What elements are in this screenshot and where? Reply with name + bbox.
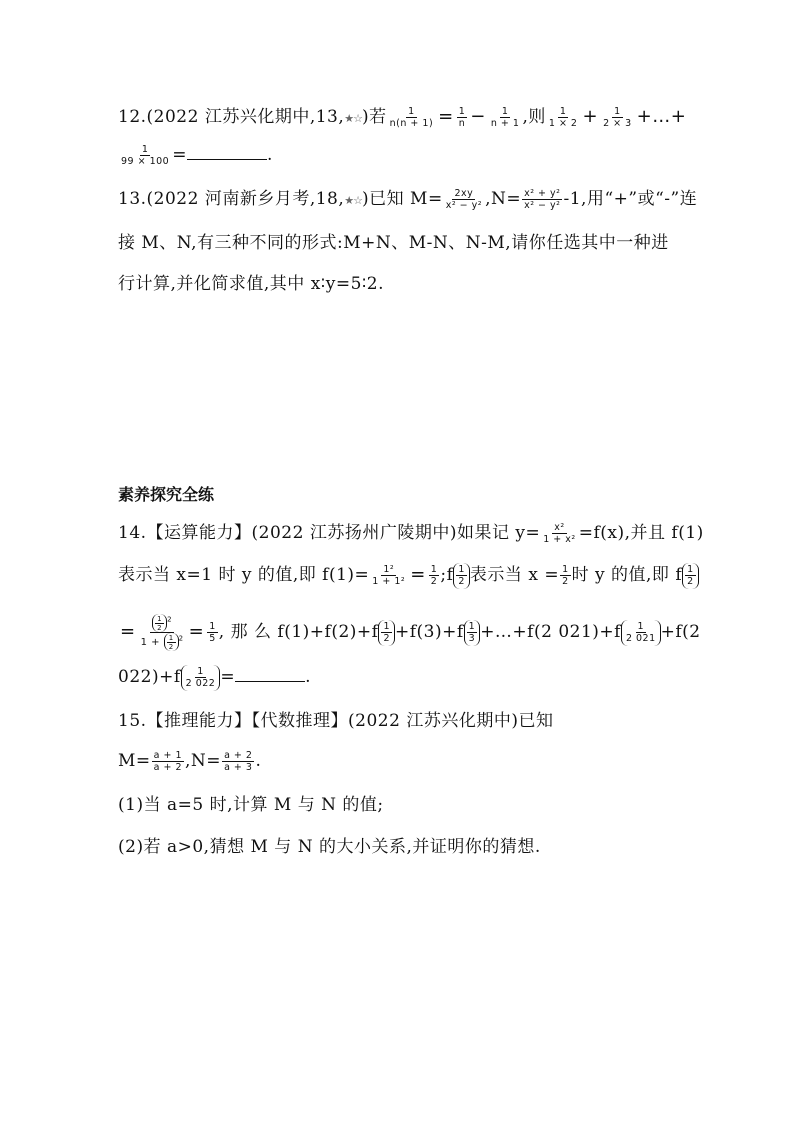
q14-line3 bbox=[118, 614, 701, 651]
q13-prefix: 13.(2022 河南新乡月考,18, bbox=[118, 189, 345, 209]
q12-line1 bbox=[118, 104, 687, 132]
q15-n-fraction: $\frac{a + 2}{a + 3}$ bbox=[224, 750, 253, 773]
q12-fraction-4: $\frac{1}{1 \times 2}$ bbox=[548, 106, 578, 129]
q12-fraction-3: $\frac{1}{n + 1}$ bbox=[490, 106, 520, 129]
q13-line3: 行计算,并化简求值,其中 x∶y=5∶2. bbox=[118, 274, 385, 294]
half-fraction: $\frac{1}{2}$ bbox=[430, 564, 438, 587]
q14-big-fraction: $\frac{1}{2}$ $^2$ 1 + $\frac{1}{2}$ $^2$ bbox=[140, 614, 184, 651]
q14-line4 bbox=[118, 664, 678, 691]
q15-part1: (1)当 a=5 时,计算 M 与 N 的值; bbox=[118, 795, 384, 815]
q12-line2 bbox=[118, 142, 678, 168]
minus-sign: − bbox=[470, 106, 486, 127]
half-fraction: $\frac{1}{2}$ bbox=[562, 564, 569, 587]
q15-m-label: M= bbox=[118, 751, 151, 771]
q15-n-label: ,N= bbox=[185, 751, 222, 771]
q14-text: +f(2 bbox=[660, 622, 701, 642]
paren-third: $\frac{1}{3}$ bbox=[464, 620, 481, 646]
equals-sign: = bbox=[410, 564, 426, 585]
q15-line1: 15.【推理能力】【代数推理】(2022 江苏兴化期中)已知 bbox=[118, 711, 554, 731]
q14-text: =f(x),并且 f(1) bbox=[578, 523, 704, 543]
q13-n-label: ,N= bbox=[485, 189, 522, 209]
q13-text-tail: -1,用“+”或“-”连 bbox=[563, 189, 698, 209]
q14-text: 022)+f bbox=[118, 667, 181, 687]
q14-text: 时 y 的值,即 f bbox=[571, 565, 683, 585]
q12-prefix: 12.(2022 江苏兴化期中,13, bbox=[118, 107, 345, 127]
q14-text: 表示当 x=1 时 y 的值,即 f(1)= bbox=[118, 565, 370, 585]
equals-sign: = bbox=[220, 667, 236, 687]
q12-fraction-2: $\frac{1}{n}$ bbox=[458, 106, 466, 129]
q14-text: f(1)+f(2)+f bbox=[277, 622, 379, 642]
section-heading: 素养探究全练 bbox=[118, 485, 215, 504]
q13-line2: 接 M、N,有三种不同的形式:M+N、M-N、N-M,请你任选其中一种进 bbox=[118, 233, 669, 253]
q14-f1-fraction: $\frac{\text{1²}}{\text{1 + 1²}}$ bbox=[372, 564, 406, 587]
q14-text: 表示当 x = bbox=[469, 565, 560, 585]
equals-sign: = bbox=[188, 621, 205, 642]
q14-prefix: 14.【运算能力】(2022 江苏扬州广陵期中)如果记 y= bbox=[118, 523, 541, 543]
q13-line1 bbox=[118, 186, 698, 214]
q12-fraction-5: $\frac{1}{2 \times 3}$ bbox=[603, 106, 632, 129]
period: . bbox=[266, 145, 273, 165]
q13-n-fraction: $\frac{\text{x² + y²}}{\text{x² − y²}}$ bbox=[524, 188, 561, 211]
q15-part2: (2)若 a>0,猜想 M 与 N 的大小关系,并证明你的猜想. bbox=[118, 837, 541, 857]
q14-text: ;f bbox=[440, 565, 454, 585]
q12-text: )若 bbox=[362, 107, 387, 127]
difficulty-stars-icon: ★☆ bbox=[344, 112, 363, 125]
period: . bbox=[305, 667, 311, 687]
q14-text: +f(3)+f bbox=[394, 622, 464, 642]
difficulty-stars-icon: ★☆ bbox=[344, 194, 363, 207]
answer-blank[interactable] bbox=[235, 665, 305, 682]
period: . bbox=[255, 751, 262, 771]
equals-sign: = bbox=[172, 145, 187, 165]
q14-y-fraction: $\frac{\text{x²}}{\text{1 + x²}}$ bbox=[543, 522, 576, 545]
q13-text: )已知 M= bbox=[362, 189, 443, 209]
equals-sign: = bbox=[438, 106, 454, 127]
q15-line2 bbox=[118, 748, 678, 774]
paren-2022: $\frac{1}{2 022}$ bbox=[181, 665, 221, 691]
q14-text: +…+f(2 021)+f bbox=[480, 622, 621, 642]
q14-line1 bbox=[118, 520, 704, 546]
answer-blank[interactable] bbox=[187, 143, 267, 160]
q14-line2 bbox=[118, 562, 694, 589]
q12-fraction-6: $\frac{1}{99 \times 100}$ bbox=[121, 144, 170, 167]
paren-2021: $\frac{1}{2 021}$ bbox=[621, 620, 661, 646]
q12-fraction-1: $\frac{1}{n(n + 1)}$ bbox=[389, 106, 434, 129]
plus-sign: + bbox=[582, 106, 599, 127]
equals-sign: = bbox=[120, 621, 136, 642]
paren-half: $\frac{1}{2}$ bbox=[453, 563, 470, 589]
paren-half: $\frac{1}{2}$ bbox=[378, 620, 395, 646]
q12-then: ,则 bbox=[522, 107, 546, 127]
fifth-fraction: $\frac{1}{5}$ bbox=[209, 621, 216, 644]
q13-m-fraction: $\frac{2xy}{\text{x² − y²}}$ bbox=[445, 188, 483, 211]
q14-text: , 那 么 bbox=[218, 622, 272, 642]
paren-half: $\frac{1}{2}$ bbox=[682, 563, 699, 589]
q15-m-fraction: $\frac{a + 1}{a + 2}$ bbox=[153, 750, 183, 773]
ellipsis-plus: +…+ bbox=[636, 106, 687, 127]
